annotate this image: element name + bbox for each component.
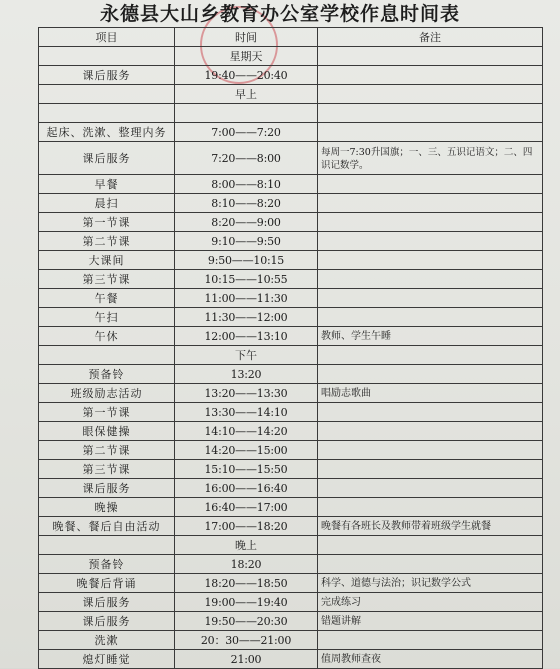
row-note (318, 308, 543, 327)
table-row (39, 441, 543, 460)
row-time: 7:20——8:00 (175, 142, 318, 175)
row-time: 14:20——15:00 (175, 441, 318, 460)
section-row (39, 47, 543, 66)
table-row (39, 327, 543, 346)
section-blank-cell (318, 536, 543, 555)
row-time: 19:40——20:40 (175, 66, 318, 85)
table-row (39, 251, 543, 270)
row-note (318, 104, 543, 123)
row-note (318, 213, 543, 232)
row-note (318, 194, 543, 213)
row-note: 科学、道德与法治；识记数学公式 (318, 574, 543, 593)
header-time: 时间 (175, 28, 318, 47)
table-row (39, 498, 543, 517)
row-item (39, 104, 175, 123)
row-note (318, 479, 543, 498)
section-label: 晚上 (175, 536, 318, 555)
row-note (318, 441, 543, 460)
row-time: 17:00——18:20 (175, 517, 318, 536)
section-label: 星期天 (175, 47, 318, 66)
row-item: 课后服务 (39, 612, 175, 631)
row-item: 第三节课 (39, 270, 175, 289)
table-row (39, 142, 543, 175)
row-note (318, 498, 543, 517)
section-label: 下午 (175, 346, 318, 365)
table-row (39, 479, 543, 498)
row-item: 大课间 (39, 251, 175, 270)
row-note (318, 460, 543, 479)
row-item: 课后服务 (39, 593, 175, 612)
row-item: 第一节课 (39, 213, 175, 232)
row-note (318, 631, 543, 650)
row-note (318, 175, 543, 194)
row-time: 8:00——8:10 (175, 175, 318, 194)
table-row (39, 270, 543, 289)
row-time: 13:30——14:10 (175, 403, 318, 422)
row-note: 错题讲解 (318, 612, 543, 631)
row-time: 21:00 (175, 650, 318, 669)
row-note: 值周教师查夜 (318, 650, 543, 669)
table-row (39, 574, 543, 593)
section-label: 早上 (175, 85, 318, 104)
header-note: 备注 (318, 28, 543, 47)
row-note (318, 403, 543, 422)
row-item: 班级励志活动 (39, 384, 175, 403)
schedule-table-body (39, 28, 543, 669)
row-item: 午扫 (39, 308, 175, 327)
row-time: 18:20 (175, 555, 318, 574)
row-time: 8:10——8:20 (175, 194, 318, 213)
row-item: 午餐 (39, 289, 175, 308)
row-time: 16:40——17:00 (175, 498, 318, 517)
row-time: 16:00——16:40 (175, 479, 318, 498)
row-item: 早餐 (39, 175, 175, 194)
row-item: 课后服务 (39, 66, 175, 85)
row-note: 完成练习 (318, 593, 543, 612)
table-row (39, 365, 543, 384)
row-note (318, 422, 543, 441)
page-title: 永德县大山乡教育办公室学校作息时间表 (99, 3, 460, 25)
section-blank-cell (39, 536, 175, 555)
row-note (318, 123, 543, 142)
section-row (39, 85, 543, 104)
row-item: 第一节课 (39, 403, 175, 422)
row-note: 每周一7:30升国旗；一、三、五识记语文；二、四识记数学。 (318, 142, 543, 175)
section-blank-cell (39, 346, 175, 365)
row-time: 10:15——10:55 (175, 270, 318, 289)
table-row (39, 308, 543, 327)
row-item: 午休 (39, 327, 175, 346)
table-row (39, 123, 543, 142)
table-row (39, 213, 543, 232)
table-row (39, 460, 543, 479)
table-row (39, 194, 543, 213)
table-row (39, 232, 543, 251)
section-blank-cell (318, 85, 543, 104)
table-row (39, 175, 543, 194)
row-time: 13:20 (175, 365, 318, 384)
row-item: 晨扫 (39, 194, 175, 213)
row-item: 课后服务 (39, 142, 175, 175)
row-time: 8:20——9:00 (175, 213, 318, 232)
row-item: 起床、洗漱、整理内务 (39, 123, 175, 142)
row-item: 预备铃 (39, 555, 175, 574)
table-row (39, 631, 543, 650)
row-note (318, 365, 543, 384)
row-note (318, 289, 543, 308)
row-time: 13:20——13:30 (175, 384, 318, 403)
section-blank-cell (39, 47, 175, 66)
row-item: 晚餐后背诵 (39, 574, 175, 593)
header-item: 项目 (39, 28, 175, 47)
table-row (39, 384, 543, 403)
row-note: 晚餐有各班长及教师带着班级学生就餐 (318, 517, 543, 536)
row-item: 晚餐、餐后自由活动 (39, 517, 175, 536)
row-note (318, 555, 543, 574)
row-item: 熄灯睡觉 (39, 650, 175, 669)
row-note: 教师、学生午睡 (318, 327, 543, 346)
row-time: 11:00——11:30 (175, 289, 318, 308)
row-note (318, 232, 543, 251)
table-header-row (39, 28, 543, 47)
table-row (39, 66, 543, 85)
row-time: 9:50——10:15 (175, 251, 318, 270)
section-row (39, 346, 543, 365)
row-item: 第二节课 (39, 441, 175, 460)
row-time: 20：30——21:00 (175, 631, 318, 650)
row-item: 第三节课 (39, 460, 175, 479)
table-row (39, 289, 543, 308)
row-time: 7:00——7:20 (175, 123, 318, 142)
row-item: 预备铃 (39, 365, 175, 384)
row-time: 15:10——15:50 (175, 460, 318, 479)
row-time: 9:10——9:50 (175, 232, 318, 251)
row-note: 唱励志歌曲 (318, 384, 543, 403)
table-row (39, 612, 543, 631)
row-time (175, 104, 318, 123)
row-item: 洗漱 (39, 631, 175, 650)
row-item: 第二节课 (39, 232, 175, 251)
section-blank-cell (318, 47, 543, 66)
schedule-table (38, 27, 543, 669)
row-item: 课后服务 (39, 479, 175, 498)
row-time: 19:50——20:30 (175, 612, 318, 631)
row-time: 19:00——19:40 (175, 593, 318, 612)
row-note (318, 270, 543, 289)
table-row (39, 517, 543, 536)
section-blank-cell (318, 346, 543, 365)
table-row (39, 555, 543, 574)
row-time: 18:20——18:50 (175, 574, 318, 593)
row-note (318, 251, 543, 270)
table-row (39, 422, 543, 441)
row-note (318, 66, 543, 85)
table-row (39, 593, 543, 612)
table-row (39, 403, 543, 422)
row-item: 晚操 (39, 498, 175, 517)
section-blank-cell (39, 85, 175, 104)
row-item: 眼保健操 (39, 422, 175, 441)
table-row (39, 104, 543, 123)
row-time: 11:30——12:00 (175, 308, 318, 327)
row-time: 14:10——14:20 (175, 422, 318, 441)
row-time: 12:00——13:10 (175, 327, 318, 346)
section-row (39, 536, 543, 555)
table-row (39, 650, 543, 669)
